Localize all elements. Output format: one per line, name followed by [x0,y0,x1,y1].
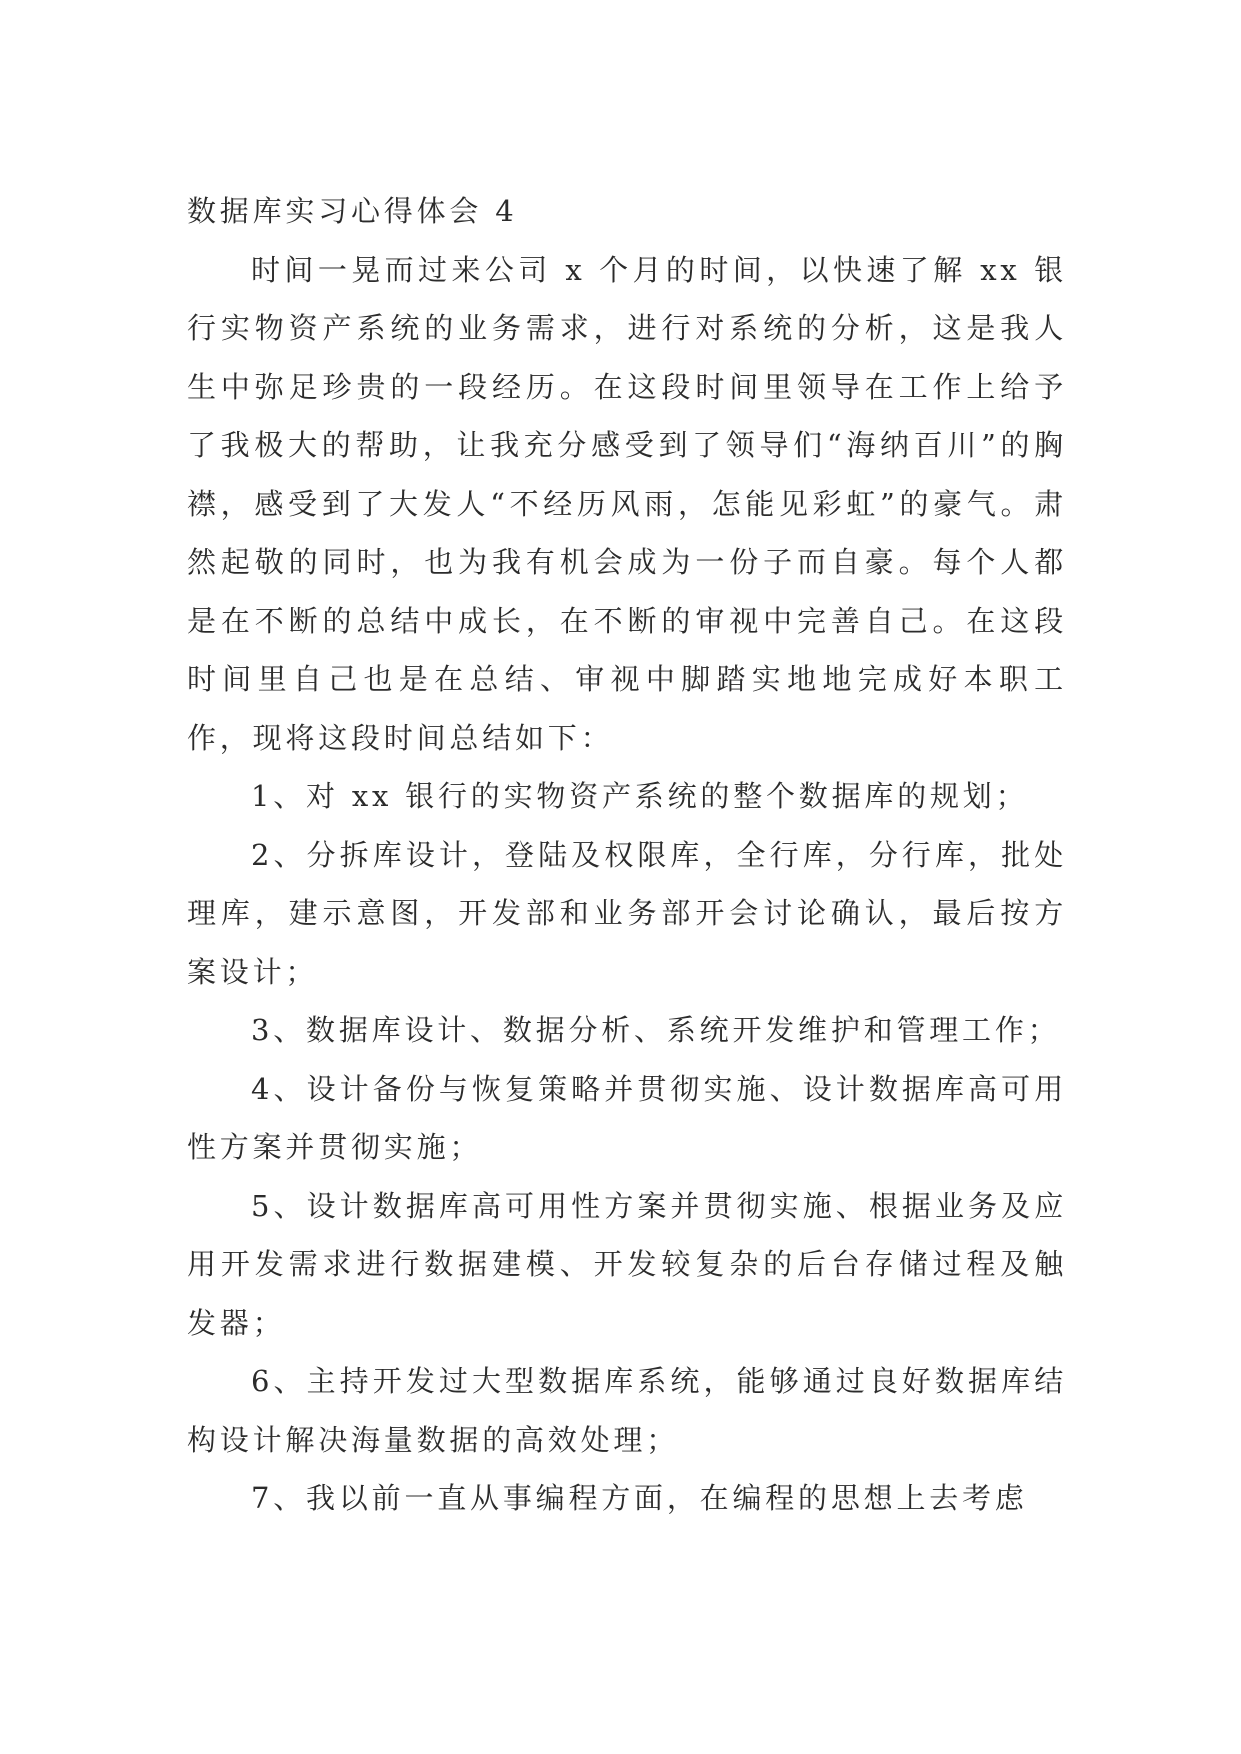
document-title: 数据库实习心得体会 4 [187,194,518,228]
list-item-7: 7、我以前一直从事编程方面，在编程的思想上去考虑 [251,1481,1028,1515]
list-item-3: 3、数据库设计、数据分析、系统开发维护和管理工作； [251,1013,1061,1047]
list-item-1: 1、对 xx 银行的实物资产系统的整个数据库的规划； [251,779,1029,813]
document-body [187,182,1067,1528]
list-item-5: 5、设计数据库高可用性方案并贯彻实施、根据业务及应用开发需求进行数据建模、开发较复杂的后台存储过程及触发器； [187,1188,1067,1340]
paragraph-intro: 时间一晃而过来公司 x 个月的时间，以快速了解 xx 银行实物资产系统的业务需求，进行对系统的分析，这是我人生中弥足珍贵的一段经历。在这段时间里领导在工作上给予了我极大的帮助，让我充分感受到了领导们“海纳百川”的胸襟，感受到了大发人“不经历风雨，怎能见彩虹”的豪气。肃然起敬的同时，也为我有机会成为一份子而自豪。每个人都是在不断的总结中成长，在不断的审视中完善自己。在这段时间里自己也是在总结、审视中脚踏实地地完成好本职工作，现将这段时间总结如下： [187,252,1067,755]
list-item-2: 2、分拆库设计，登陆及权限库，全行库，分行库，批处理库，建示意图，开发部和业务部开会讨论确认，最后按方案设计； [187,837,1067,989]
list-item-4: 4、设计备份与恢复策略并贯彻实施、设计数据库高可用性方案并贯彻实施； [187,1071,1067,1164]
list-item-6: 6、主持开发过大型数据库系统，能够通过良好数据库结构设计解决海量数据的高效处理； [187,1364,1067,1457]
